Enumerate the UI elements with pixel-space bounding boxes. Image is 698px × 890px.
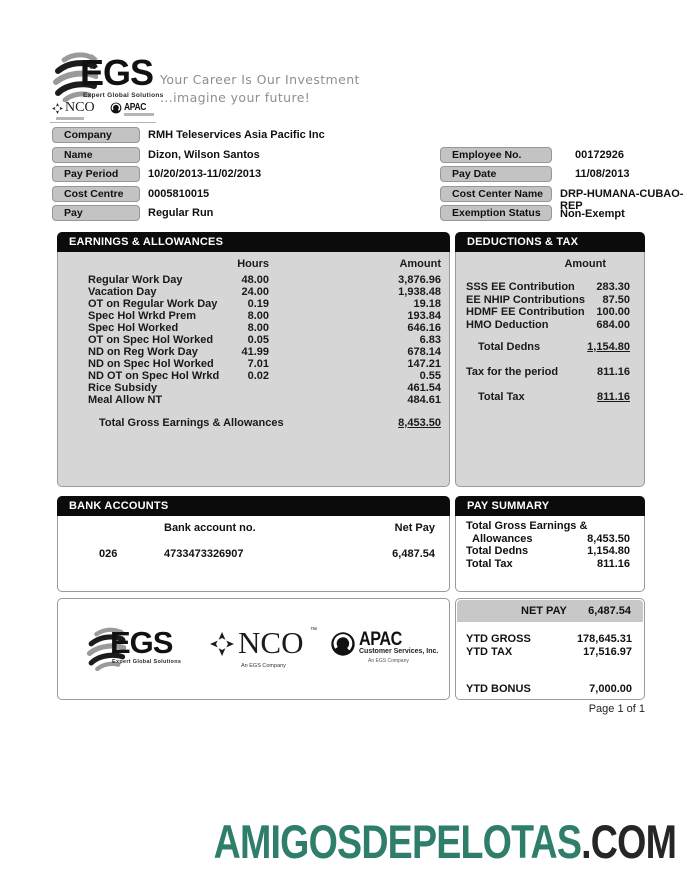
info-value-pay-period: 10/20/2013-11/02/2013 (148, 168, 262, 180)
info-label-cost-center-name: Cost Center Name (440, 186, 552, 202)
earnings-total-label: Total Gross Earnings & Allowances (99, 417, 284, 429)
egs-logo-subtitle: Expert Global Solutions (112, 659, 182, 665)
summary-gross-value: 8,453.50 (587, 532, 630, 545)
bank-column-headers (58, 522, 449, 534)
ytd-bonus-value: 7,000.00 (589, 683, 632, 695)
ytd-gross-label: YTD GROSS (466, 633, 531, 645)
nco-mini-subtext-line (56, 117, 84, 120)
egs-logo-word: EGS (80, 52, 154, 93)
deduction-row (456, 294, 644, 306)
deduction-row (456, 306, 644, 318)
info-value-company: RMH Teleservices Asia Pacific Inc (148, 129, 325, 141)
earnings-row (58, 334, 449, 346)
tagline-line1: Your Career Is Our Investment (160, 72, 360, 87)
egs-logo-word: EGS (110, 625, 173, 660)
nco-logo-word: NCO (238, 625, 304, 660)
earnings-row (58, 382, 449, 394)
earnings-row-hours: 8.00 (247, 310, 269, 322)
netpay-label: NET PAY (521, 605, 567, 617)
header-separator-line (50, 122, 156, 123)
netpay-band (457, 600, 643, 622)
earnings-row-label: OT on Regular Work Day (88, 298, 218, 310)
bank-col-account: Bank account no. (164, 522, 256, 534)
deduction-row (456, 281, 644, 293)
earnings-row-label: Meal Allow NT (88, 394, 163, 406)
summary-dedns-label: Total Dedns (466, 545, 529, 557)
deductions-total-label: Total Dedns (478, 341, 541, 353)
info-value-cost-centre: 0005810015 (148, 187, 210, 200)
nco-diamond-icon (52, 103, 63, 114)
bank-section-body (57, 516, 450, 592)
earnings-row (58, 310, 449, 322)
total-tax-amount: 811.16 (596, 391, 630, 403)
earnings-row (58, 394, 449, 406)
earnings-row (58, 358, 449, 370)
deductions-section-body (455, 252, 645, 487)
apac-circle-icon (110, 102, 122, 114)
watermark-name: AMIGOSDEPELOTAS (213, 815, 582, 868)
earnings-row-label: Rice Subsidy (88, 382, 158, 394)
earnings-row-label: ND on Spec Hol Worked (88, 358, 214, 370)
deduction-row-amount: 283.30 (596, 281, 630, 293)
summary-gross-label-line1: Total Gross Earnings & (466, 520, 588, 532)
earnings-row-hours: 24.00 (241, 286, 269, 298)
netpay-value: 6,487.54 (588, 605, 631, 617)
tax-row (456, 366, 644, 378)
earnings-row (58, 286, 449, 298)
bank-row (58, 548, 449, 560)
tax-period-label: Tax for the period (466, 366, 559, 378)
bank-section-header: BANK ACCOUNTS (57, 496, 450, 516)
bank-row-account: 4733473326907 (164, 548, 244, 560)
earnings-column-headers (58, 258, 449, 270)
earnings-row-amount: 6.83 (419, 334, 441, 346)
apac-mini-subtext-line (124, 113, 154, 116)
earnings-col-hours: Hours (237, 258, 269, 270)
earnings-row (58, 274, 449, 286)
info-label-company: Company (52, 127, 140, 143)
ytd-gross-value: 178,645.31 (576, 633, 632, 645)
earnings-row-amount: 678.14 (407, 346, 441, 358)
info-label-pay-date: Pay Date (440, 166, 552, 182)
nco-trademark: ™ (310, 627, 317, 634)
summary-tax-label: Total Tax (466, 557, 513, 570)
deduction-row-label: HMO Deduction (466, 318, 549, 331)
info-label-exemption-status: Exemption Status (440, 205, 552, 221)
earnings-row-label: Spec Hol Worked (88, 322, 179, 334)
netpay-box (455, 598, 645, 700)
info-value-employee-no: 00172926 (575, 148, 624, 161)
summary-dedns-value: 1,154.80 (587, 545, 630, 557)
pay-summary-section-body (455, 516, 645, 592)
earnings-total-row (58, 417, 449, 429)
deduction-row-label: HDMF EE Contribution (466, 306, 585, 318)
info-value-pay: Regular Run (148, 207, 214, 219)
earnings-total-amount: 8,453.50 (398, 417, 441, 429)
summary-gross-label-line2: Allowances (472, 532, 533, 545)
total-tax-row (456, 391, 644, 403)
deductions-col-amount: Amount (564, 258, 606, 270)
footer-logos-box (57, 598, 450, 700)
apac-logo-word: APAC (359, 629, 402, 650)
apac-logo-word-mini: APAC (124, 102, 147, 113)
deductions-total-row (456, 341, 644, 353)
earnings-row (58, 346, 449, 358)
earnings-row-label: Regular Work Day (88, 274, 183, 286)
tax-period-amount: 811.16 (596, 366, 630, 378)
earnings-row-hours: 0.05 (247, 334, 269, 346)
ytd-tax-label: YTD TAX (466, 646, 513, 658)
earnings-row-hours: 41.99 (241, 346, 269, 358)
earnings-row-amount: 461.54 (407, 382, 441, 394)
apac-logo-subtitle2: An EGS Company (368, 658, 409, 664)
nco-logo-subtitle: An EGS Company (241, 663, 286, 669)
earnings-row-label: Vacation Day (88, 286, 157, 298)
egs-logo-subtitle: Expert Global Solutions (83, 92, 164, 99)
bank-col-netpay: Net Pay (394, 522, 435, 534)
deduction-row-amount: 684.00 (596, 318, 630, 331)
earnings-row-hours: 0.02 (247, 370, 269, 382)
earnings-row-amount: 19.18 (413, 298, 441, 310)
deductions-column-headers (456, 258, 644, 270)
info-label-pay: Pay (52, 205, 140, 221)
ytd-tax-value: 17,516.97 (583, 646, 632, 658)
info-value-name: Dizon, Wilson Santos (148, 148, 260, 161)
watermark-tld: .COM (581, 815, 676, 868)
earnings-row-label: Spec Hol Wrkd Prem (88, 310, 196, 322)
earnings-col-amount: Amount (399, 258, 441, 270)
apac-logo-subtitle1: Customer Services, Inc. (359, 648, 439, 655)
earnings-row (58, 370, 449, 382)
deduction-row-amount: 87.50 (602, 293, 630, 306)
deduction-row-amount: 100.00 (596, 306, 630, 318)
earnings-section-header: EARNINGS & ALLOWANCES (57, 232, 450, 252)
deductions-section-header: DEDUCTIONS & TAX (455, 232, 645, 252)
info-value-cost-center-name: DRP-HUMANA-CUBAO-REP (560, 187, 684, 212)
apac-circle-icon (330, 631, 356, 657)
deductions-total-amount: 1,154.80 (587, 341, 630, 353)
earnings-row-amount: 1,938.48 (398, 286, 441, 298)
earnings-row-label: ND on Reg Work Day (88, 346, 198, 358)
tagline-line2: ...imagine your future! (160, 90, 311, 105)
ytd-bonus-label: YTD BONUS (466, 683, 531, 695)
nco-logo-word-mini: NCO (65, 100, 95, 115)
earnings-row-amount: 0.55 (419, 370, 441, 382)
earnings-row-amount: 3,876.96 (398, 274, 441, 286)
earnings-row-label: ND OT on Spec Hol Wrkd (88, 370, 220, 382)
earnings-row-amount: 193.84 (407, 310, 441, 322)
info-label-employee-no: Employee No. (440, 147, 552, 163)
earnings-row-amount: 147.21 (407, 358, 441, 370)
deduction-row (456, 319, 644, 331)
nco-diamond-icon (210, 632, 234, 656)
earnings-row-amount: 646.16 (407, 322, 441, 334)
earnings-row-hours: 48.00 (241, 274, 269, 286)
page-number-label: Page 1 of 1 (588, 703, 645, 715)
info-value-exemption-status: Non-Exempt (560, 208, 625, 220)
earnings-row-label: OT on Spec Hol Worked (88, 334, 214, 346)
bank-row-netpay: 6,487.54 (392, 548, 435, 560)
deduction-row-label: SSS EE Contribution (466, 281, 575, 293)
total-tax-label: Total Tax (478, 391, 525, 403)
info-label-name: Name (52, 147, 140, 163)
summary-tax-value: 811.16 (596, 557, 630, 570)
earnings-row-amount: 484.61 (407, 394, 441, 406)
earnings-section-body (57, 252, 450, 487)
bank-row-code: 026 (99, 548, 118, 560)
earnings-row-hours: 0.19 (247, 298, 269, 310)
pay-summary-section-header: PAY SUMMARY (455, 496, 645, 516)
earnings-row-hours: 8.00 (247, 322, 269, 334)
info-value-pay-date: 11/08/2013 (575, 168, 630, 180)
earnings-row (58, 322, 449, 334)
info-label-cost-centre: Cost Centre (52, 186, 140, 202)
earnings-row (58, 298, 449, 310)
info-label-pay-period: Pay Period (52, 166, 140, 182)
deduction-row-label: EE NHIP Contributions (466, 293, 585, 306)
earnings-row-hours: 7.01 (247, 358, 269, 370)
watermark (214, 814, 676, 869)
